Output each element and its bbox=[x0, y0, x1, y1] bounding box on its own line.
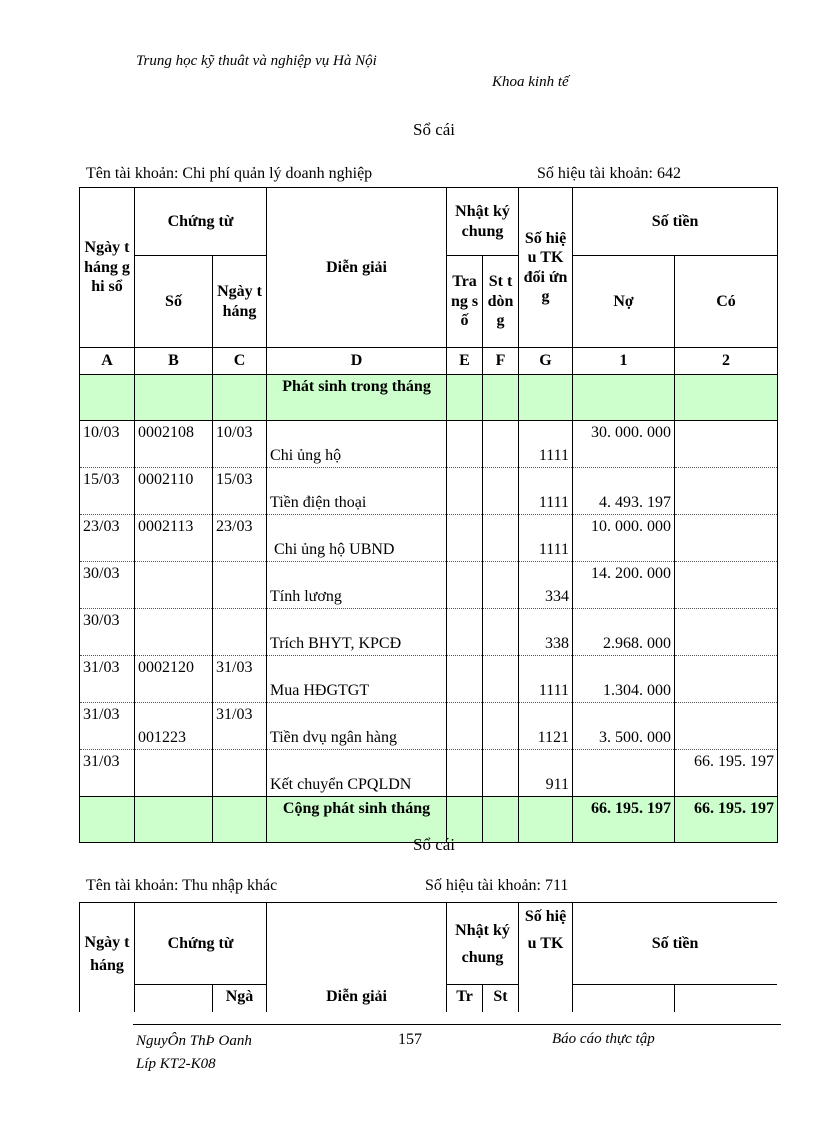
total-label: Cộng phát sinh tháng bbox=[267, 797, 447, 843]
ledger2-table bbox=[79, 902, 777, 1012]
footer-divider bbox=[133, 1024, 781, 1025]
row-contra: 911 bbox=[519, 750, 573, 797]
header-description: Diễn giải bbox=[267, 188, 447, 348]
row-contra: 1111 bbox=[519, 515, 573, 562]
row-voucher-no: 0002110 bbox=[135, 468, 213, 515]
l2-header-amount: Số tiền bbox=[573, 903, 777, 985]
header-voucher-no: Số bbox=[135, 256, 213, 348]
row-date: 31/03 bbox=[80, 656, 135, 703]
row-credit bbox=[675, 421, 778, 468]
row-voucher-no: 0002120 bbox=[135, 656, 213, 703]
row-description: Mua HĐGTGT bbox=[267, 656, 447, 703]
row-credit bbox=[675, 562, 778, 609]
row-debit bbox=[573, 750, 675, 797]
header-debit: Nợ bbox=[573, 256, 675, 348]
l2-header-voucher-date: Ngà bbox=[213, 985, 267, 1013]
row-debit: 14. 200. 000 bbox=[573, 562, 675, 609]
table-row bbox=[80, 609, 778, 656]
row-voucher-no bbox=[135, 750, 213, 797]
row-description: Chi ủng hộ UBND bbox=[267, 515, 447, 562]
l2-header-line: St bbox=[483, 985, 519, 1013]
header-page: Trang số bbox=[447, 256, 483, 348]
row-description: Kết chuyển CPQLDN bbox=[267, 750, 447, 797]
faculty-name: Khoa kinh tế bbox=[492, 74, 569, 90]
row-contra: 1111 bbox=[519, 656, 573, 703]
row-date: 15/03 bbox=[80, 468, 135, 515]
ledger2-clip bbox=[79, 902, 777, 1012]
ledger2-account-number: Số hiệu tài khoản: 711 bbox=[425, 877, 569, 894]
col-letter-a: A bbox=[80, 348, 135, 375]
col-letter-f: F bbox=[483, 348, 519, 375]
ledger1-account-name: Tên tài khoản: Chi phí quản lý doanh nghiệp bbox=[86, 165, 373, 182]
row-description: Tính lương bbox=[267, 562, 447, 609]
header-credit: Có bbox=[675, 256, 778, 348]
row-voucher-date: 31/03 bbox=[213, 703, 267, 750]
header-date: Ngày tháng ghi sổ bbox=[80, 188, 135, 348]
row-date: 10/03 bbox=[80, 421, 135, 468]
row-voucher-date: 31/03 bbox=[213, 656, 267, 703]
total-debit: 66. 195. 197 bbox=[573, 797, 675, 843]
section-label: Phát sinh trong tháng bbox=[267, 375, 447, 421]
col-letter-d: D bbox=[267, 348, 447, 375]
row-voucher-date: 23/03 bbox=[213, 515, 267, 562]
row-debit: 30. 000. 000 bbox=[573, 421, 675, 468]
row-voucher-date bbox=[213, 562, 267, 609]
row-date: 30/03 bbox=[80, 609, 135, 656]
ledger2-title: Sổ cái bbox=[413, 835, 456, 854]
header-line: St t dòng bbox=[483, 256, 519, 348]
row-description: Trích BHYT, KPCĐ bbox=[267, 609, 447, 656]
row-credit bbox=[675, 703, 778, 750]
row-credit: 66. 195. 197 bbox=[675, 750, 778, 797]
l2-header-page: Tr bbox=[447, 985, 483, 1013]
row-contra: 1121 bbox=[519, 703, 573, 750]
ledger1-title: Sổ cái bbox=[413, 120, 456, 139]
row-voucher-no: 0002108 bbox=[135, 421, 213, 468]
row-debit: 1.304. 000 bbox=[573, 656, 675, 703]
row-debit: 4. 493. 197 bbox=[573, 468, 675, 515]
l2-header-contra: Số hiệu TK bbox=[519, 903, 573, 1013]
table-row bbox=[80, 750, 778, 797]
col-letter-g: G bbox=[519, 348, 573, 375]
row-voucher-date: 15/03 bbox=[213, 468, 267, 515]
l2-header-debit bbox=[573, 985, 675, 1013]
row-voucher-no: 0002113 bbox=[135, 515, 213, 562]
row-contra: 338 bbox=[519, 609, 573, 656]
table-row bbox=[80, 468, 778, 515]
row-voucher-no: 001223 bbox=[135, 703, 213, 750]
header-amount: Số tiền bbox=[573, 188, 778, 256]
row-credit bbox=[675, 515, 778, 562]
row-description: Tiền điện thoại bbox=[267, 468, 447, 515]
table-row bbox=[80, 421, 778, 468]
header-voucher-date: Ngày tháng bbox=[213, 256, 267, 348]
row-date: 31/03 bbox=[80, 750, 135, 797]
footer-page-number: 157 bbox=[398, 1031, 422, 1048]
table-row bbox=[80, 562, 778, 609]
row-contra: 1111 bbox=[519, 421, 573, 468]
header-journal: Nhật ký chung bbox=[447, 188, 519, 256]
l2-header-date: Ngày tháng bbox=[80, 903, 135, 1013]
row-voucher-date bbox=[213, 609, 267, 656]
row-voucher-date: 10/03 bbox=[213, 421, 267, 468]
l2-header-journal: Nhật ký chung bbox=[447, 903, 519, 985]
ledger1-table bbox=[79, 187, 778, 843]
l2-header-credit bbox=[675, 985, 777, 1013]
section-row bbox=[80, 375, 778, 421]
col-letter-b: B bbox=[135, 348, 213, 375]
school-name: Trung học kỹ thuât và nghiệp vụ Hà Nội bbox=[136, 53, 377, 69]
row-contra: 334 bbox=[519, 562, 573, 609]
row-date: 31/03 bbox=[80, 703, 135, 750]
header-voucher: Chứng từ bbox=[135, 188, 267, 256]
row-credit bbox=[675, 656, 778, 703]
l2-header-voucher-no bbox=[135, 985, 213, 1013]
row-debit: 10. 000. 000 bbox=[573, 515, 675, 562]
col-letter-c: C bbox=[213, 348, 267, 375]
ledger1-account-number: Số hiệu tài khoản: 642 bbox=[537, 165, 681, 182]
col-letter-2: 2 bbox=[675, 348, 778, 375]
table-row bbox=[80, 656, 778, 703]
row-description: Chi ủng hộ bbox=[267, 421, 447, 468]
row-contra: 1111 bbox=[519, 468, 573, 515]
row-date: 23/03 bbox=[80, 515, 135, 562]
col-letter-e: E bbox=[447, 348, 483, 375]
row-debit: 3. 500. 000 bbox=[573, 703, 675, 750]
row-debit: 2.968. 000 bbox=[573, 609, 675, 656]
table-row bbox=[80, 515, 778, 562]
header-contra: Số hiệu TK đối ứng bbox=[519, 188, 573, 348]
footer-class: Líp KT2-K08 bbox=[136, 1056, 216, 1072]
row-description: Tiền dvụ ngân hàng bbox=[267, 703, 447, 750]
row-voucher-date bbox=[213, 750, 267, 797]
total-credit: 66. 195. 197 bbox=[675, 797, 778, 843]
table-row bbox=[80, 703, 778, 750]
footer-author: NguyÔn ThÞ Oanh bbox=[136, 1033, 252, 1049]
footer-report-title: Báo cáo thực tập bbox=[552, 1031, 655, 1047]
l2-header-voucher: Chứng từ bbox=[135, 903, 267, 985]
ledger2-account-name: Tên tài khoản: Thu nhập khác bbox=[86, 877, 278, 894]
row-credit bbox=[675, 468, 778, 515]
col-letter-1: 1 bbox=[573, 348, 675, 375]
row-voucher-no bbox=[135, 609, 213, 656]
row-voucher-no bbox=[135, 562, 213, 609]
l2-header-description: Diễn giải bbox=[267, 903, 447, 1013]
row-date: 30/03 bbox=[80, 562, 135, 609]
row-credit bbox=[675, 609, 778, 656]
